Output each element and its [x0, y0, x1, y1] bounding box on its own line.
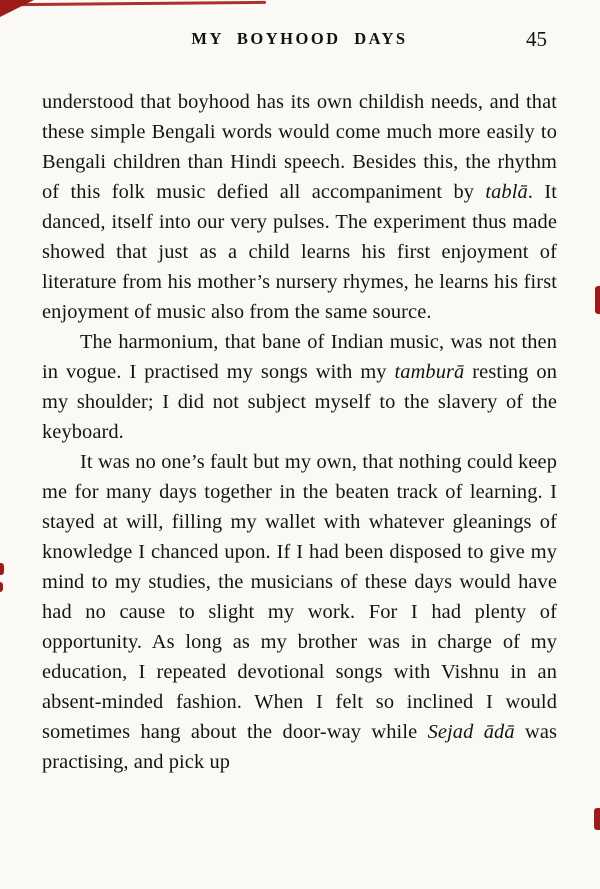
page-number: 45 — [526, 27, 547, 51]
scan-edge-artifact-right-upper — [595, 286, 600, 314]
scan-edge-artifact-right-lower — [594, 808, 600, 830]
page-title: MY BOYHOOD DAYS — [191, 29, 408, 48]
text-run: The harmonium, that bane of Indian music, was not then in vogue. I practised my songs with my — [42, 331, 557, 383]
paragraph-3 — [42, 447, 557, 777]
italic-term-tambura: tamburā — [394, 361, 465, 383]
italic-term-sejad-ada: Sejad ādā — [427, 721, 515, 743]
text-run: . It danced, itself into our very pulses. The experiment thus made showed that just as a child learns his first enjoyment of literature from his mother’s nursery rhymes, he learns his first enjoyment of music also from the same source. — [42, 181, 557, 323]
running-header — [42, 27, 557, 57]
text-run: understood that boyhood has its own childish needs, and that these simple Bengali words would come much more easily to Bengali children than Hindi speech. Besides this, the rhythm of this folk music defied all accompaniment by — [42, 91, 557, 203]
scan-edge-artifact-left-upper — [0, 563, 4, 575]
scan-edge-artifact-top-line — [18, 1, 266, 6]
scan-edge-artifact-left-lower — [0, 582, 3, 592]
body-text — [42, 87, 557, 777]
paragraph-2 — [42, 327, 557, 447]
paragraph-1 — [42, 87, 557, 327]
italic-term-tabla: tablā — [485, 181, 528, 203]
text-run: resting on my shoulder; I did not subject myself to the slavery of the keyboard. — [42, 361, 557, 443]
text-run: was practising, and pick up — [42, 721, 557, 773]
text-run: It was no one’s fault but my own, that nothing could keep me for many days together in the beaten track of learning. I stayed at will, filling my wallet with whatever gleanings of knowledge I chanced upon. If I had been disposed to give my mind to my studies, the musicians of these days would have had no cause to slight my work. For I had plenty of opportunity. As long as my brother was in charge of my education, I repeated devotional songs with Vishnu in an absent-minded fashion. When I felt so inclined I would sometimes hang about the door-way while — [42, 451, 557, 743]
